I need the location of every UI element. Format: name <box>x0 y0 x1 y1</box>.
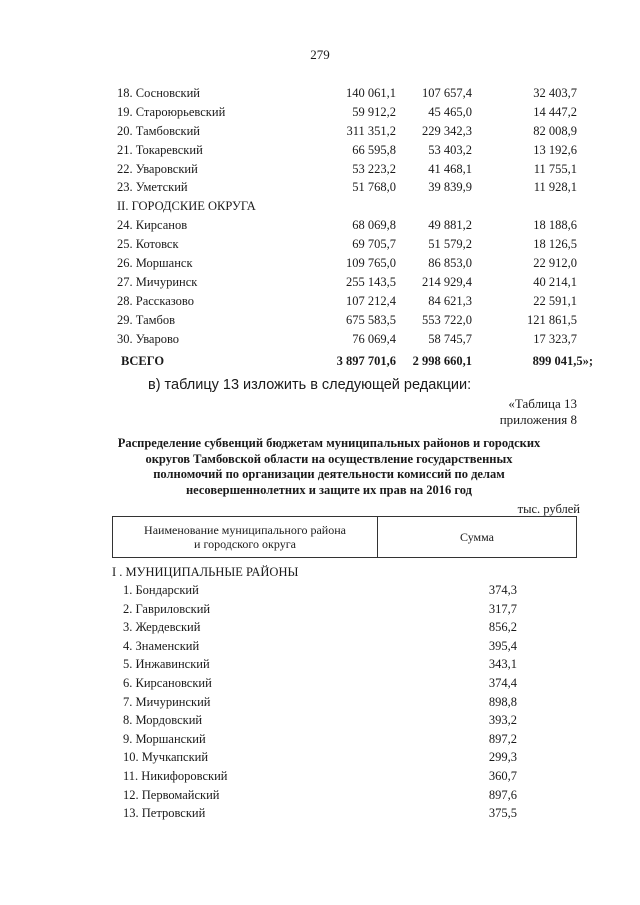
row-value: 374,4 <box>488 675 517 690</box>
table-row <box>117 103 587 122</box>
row-value-c1: 51 768,0 <box>352 180 396 195</box>
table-row <box>112 581 577 600</box>
row-name: 6. Кирсановский <box>123 675 212 690</box>
row-value-c1: 68 069,8 <box>352 218 396 233</box>
row-name: 12. Первомайский <box>123 787 220 802</box>
row-value-c3: 13 192,6 <box>533 142 577 157</box>
row-name: 11. Никифоровский <box>123 768 228 783</box>
header-name-column <box>113 517 378 557</box>
row-value-c3: 14 447,2 <box>533 104 577 119</box>
row-name: 10. Мучкапский <box>123 750 209 765</box>
row-value-c1: 675 583,5 <box>346 312 396 327</box>
row-name: 8. Мордовский <box>123 713 203 728</box>
row-name: 29. Тамбов <box>117 312 176 327</box>
row-value: 360,7 <box>488 768 517 783</box>
row-name: 30. Уварово <box>117 331 180 346</box>
table-row <box>112 637 577 656</box>
header-line: и городского округа <box>194 537 296 551</box>
total-label: ВСЕГО <box>121 354 165 369</box>
row-name: 2. Гавриловский <box>123 601 211 616</box>
table-row <box>117 273 587 292</box>
row-value-c3: 11 755,1 <box>533 161 577 176</box>
table-13 <box>112 516 577 823</box>
row-value-c2: 53 403,2 <box>428 142 472 157</box>
row-value-c2: 49 881,2 <box>428 218 472 233</box>
row-value-c3: 22 912,0 <box>533 256 577 271</box>
title-line: несовершеннолетних и защите их прав на 2016 год <box>185 482 473 497</box>
total-value-c3: 899 041,5»; <box>532 354 593 369</box>
row-value-c2: 51 579,2 <box>428 237 472 252</box>
row-value: 856,2 <box>488 620 517 635</box>
row-value: 897,6 <box>488 787 517 802</box>
row-value-c2: 41 468,1 <box>428 161 472 176</box>
row-value-c1: 140 061,1 <box>346 86 396 100</box>
row-name: 25. Котовск <box>117 237 179 252</box>
total-value-c2: 2 998 660,1 <box>412 354 472 369</box>
table-ref-line: приложения 8 <box>499 412 577 427</box>
row-value-c1: 53 223,2 <box>352 161 396 176</box>
title-line: Распределение субвенций бюджетам муниципальных районов и городских <box>117 436 541 450</box>
row-value-c1: 255 143,5 <box>346 274 396 289</box>
row-value-c2: 229 342,3 <box>422 123 472 138</box>
row-value-c3: 82 008,9 <box>533 123 577 138</box>
row-value: 395,4 <box>488 638 517 653</box>
table-row <box>117 330 587 349</box>
row-value: 375,5 <box>488 806 517 821</box>
total-row <box>117 352 593 371</box>
row-value-c2: 86 853,0 <box>428 256 472 271</box>
row-name: 28. Рассказово <box>117 293 194 308</box>
row-name: 21. Токаревский <box>117 142 203 157</box>
table-row <box>117 235 587 254</box>
row-value-c3: 22 591,1 <box>533 293 577 308</box>
row-name: 18. Сосновский <box>117 86 200 100</box>
row-value-c3: 18 188,6 <box>533 218 577 233</box>
page-number: 279 <box>310 47 330 62</box>
row-value-c1: 66 595,8 <box>352 142 396 157</box>
row-name: 26. Моршанск <box>117 256 193 271</box>
row-value-c2: 45 465,0 <box>428 104 472 119</box>
row-name: II. ГОРОДСКИЕ ОКРУГА <box>117 199 256 214</box>
table-row <box>117 254 587 273</box>
row-value-c3: 11 928,1 <box>533 180 577 195</box>
table-row <box>112 618 577 637</box>
row-value-c2: 107 657,4 <box>422 86 472 100</box>
table-row <box>117 160 587 179</box>
row-value-c3: 40 214,1 <box>533 274 577 289</box>
table-row <box>117 122 587 141</box>
row-value: 374,3 <box>488 583 517 597</box>
title-line: округов Тамбовской области на осуществление государственных <box>145 451 513 466</box>
row-value: 299,3 <box>488 750 517 765</box>
row-value-c1: 109 765,0 <box>346 256 396 271</box>
row-name: 4. Знаменский <box>123 638 200 653</box>
header-sum-column: Сумма <box>460 530 494 544</box>
row-value-c3: 121 861,5 <box>527 312 577 327</box>
table-row <box>117 216 587 235</box>
section-heading: I . МУНИЦИПАЛЬНЫЕ РАЙОНЫ <box>112 565 299 579</box>
row-value: 897,2 <box>488 731 517 746</box>
row-value-c2: 214 929,4 <box>422 274 472 289</box>
table-row <box>112 711 577 730</box>
table-12-continued <box>117 84 593 371</box>
row-name: 27. Мичуринск <box>117 274 198 289</box>
row-value: 343,1 <box>488 657 517 672</box>
row-value-c1: 107 212,4 <box>346 293 396 308</box>
row-value: 317,7 <box>488 601 517 616</box>
table-row <box>112 693 577 712</box>
row-name: 20. Тамбовский <box>117 123 200 138</box>
row-name: 9. Моршанский <box>123 731 206 746</box>
table-ref-line: «Таблица 13 <box>508 396 577 411</box>
table-row <box>117 84 587 103</box>
amendment-instruction: в) таблицу 13 изложить в следующей редакции: <box>148 377 472 393</box>
row-name: 7. Мичуринский <box>123 694 211 709</box>
table-row <box>117 178 587 197</box>
row-name: 24. Кирсанов <box>117 218 188 233</box>
row-value-c3: 18 126,5 <box>533 237 577 252</box>
row-value-c2: 553 722,0 <box>422 312 472 327</box>
table-row <box>117 197 587 216</box>
row-name: 1. Бондарский <box>123 583 199 597</box>
table-row <box>112 600 577 619</box>
table-reference <box>500 396 577 428</box>
table-row <box>117 311 587 330</box>
table-13-title <box>100 436 558 498</box>
table-row <box>112 786 577 805</box>
table-row <box>117 141 587 160</box>
row-name: 22. Уваровский <box>117 161 198 176</box>
row-value-c2: 84 621,3 <box>428 293 472 308</box>
table-row <box>112 748 577 767</box>
row-name: 23. Уметский <box>117 180 188 195</box>
header-line: Наименование муниципального района <box>144 523 346 537</box>
table-row <box>112 730 577 749</box>
row-value-c2: 39 839,9 <box>428 180 472 195</box>
row-name: 19. Староюрьевский <box>117 104 226 119</box>
row-value-c1: 311 351,2 <box>346 123 396 138</box>
table-row <box>112 674 577 693</box>
row-value-c1: 69 705,7 <box>352 237 396 252</box>
table-13-body <box>112 581 577 823</box>
row-value-c1: 76 069,4 <box>352 331 396 346</box>
table-13-header <box>112 516 577 558</box>
title-line: полномочий по организации деятельности комиссий по делам <box>153 467 505 481</box>
row-value-c2: 58 745,7 <box>428 331 472 346</box>
table-row <box>112 655 577 674</box>
total-value-c1: 3 897 701,6 <box>336 354 396 369</box>
row-name: 13. Петровский <box>123 806 206 821</box>
row-value: 898,8 <box>488 694 517 709</box>
row-name: 3. Жердевский <box>123 620 201 635</box>
row-name: 5. Инжавинский <box>123 657 210 672</box>
row-value-c3: 17 323,7 <box>533 331 577 346</box>
table-row <box>112 767 577 786</box>
row-value-c3: 32 403,7 <box>533 86 577 100</box>
row-value-c1: 59 912,2 <box>352 104 396 119</box>
row-value: 393,2 <box>488 713 517 728</box>
table-row <box>117 292 587 311</box>
units-label: тыс. рублей <box>517 502 580 516</box>
table-row <box>112 804 577 823</box>
